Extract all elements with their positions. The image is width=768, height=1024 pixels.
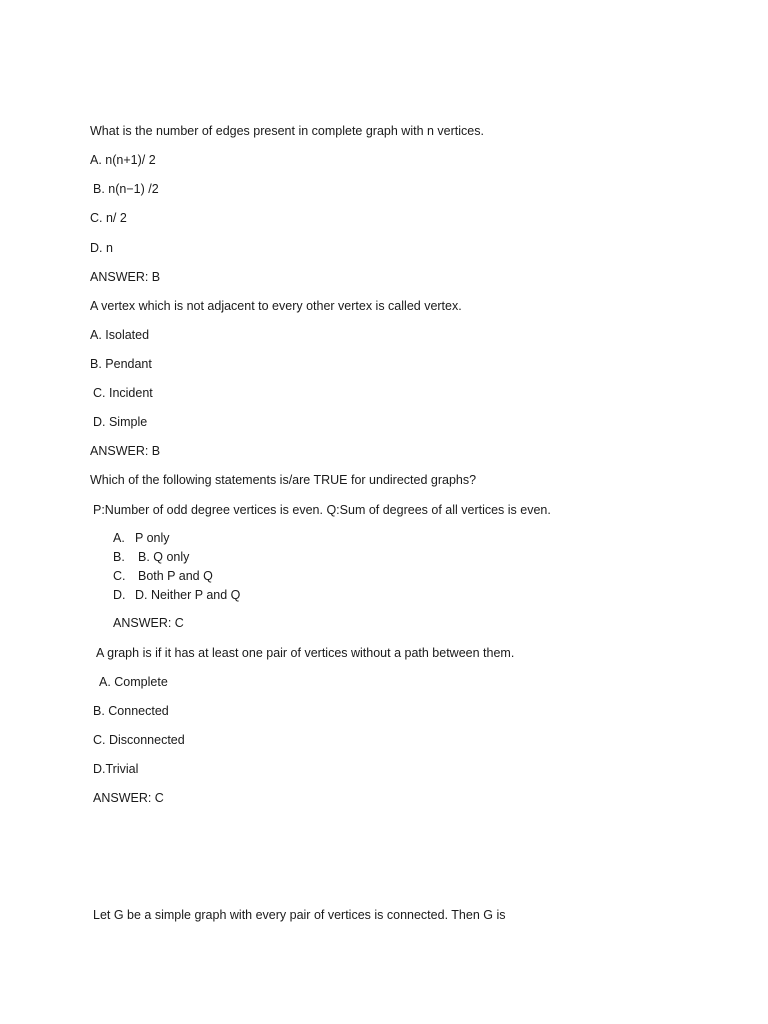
question-1-option-a: A. n(n+1)/ 2: [90, 153, 156, 167]
question-1-option-c: C. n/ 2: [90, 211, 127, 225]
question-2-option-a: A. Isolated: [90, 328, 150, 342]
question-4-option-b: B. Connected: [93, 704, 169, 718]
list-item-text: P only: [135, 531, 170, 545]
question-3-list-item: [113, 549, 189, 565]
list-marker: D.: [113, 588, 126, 602]
question-3-list-item: [113, 587, 240, 603]
question-3-answer: ANSWER: C: [113, 616, 184, 630]
list-item-text: B. Q only: [138, 550, 190, 564]
question-1-stem: What is the number of edges present in complete graph with n vertices.: [90, 124, 484, 138]
question-1-option-b: B. n(n−1) /2: [93, 182, 159, 196]
list-item-text: Both P and Q: [138, 569, 213, 583]
question-2-option-b: B. Pendant: [90, 357, 152, 371]
question-1-option-d: D. n: [90, 241, 113, 255]
question-2-option-c: C. Incident: [93, 386, 153, 400]
question-4-option-d: D.Trivial: [93, 762, 139, 776]
question-3-stem: Which of the following statements is/are TRUE for undirected graphs?: [90, 473, 477, 487]
list-marker: C.: [113, 569, 126, 583]
question-3-statement: P:Number of odd degree vertices is even. Q:Sum of degrees of all vertices is even.: [93, 503, 551, 517]
question-2-answer: ANSWER: B: [90, 444, 161, 458]
question-1-answer: ANSWER: B: [90, 270, 161, 284]
question-2-option-d: D. Simple: [93, 415, 148, 429]
list-marker: B.: [113, 550, 125, 564]
question-4-answer: ANSWER: C: [93, 791, 164, 805]
question-3-list-item: [113, 568, 213, 584]
list-marker: A.: [113, 531, 125, 545]
question-3-list-item: [113, 530, 170, 546]
question-4-option-c: C. Disconnected: [93, 733, 185, 747]
question-4-option-a: A. Complete: [99, 675, 168, 689]
question-2-stem: A vertex which is not adjacent to every other vertex is called vertex.: [90, 299, 462, 313]
question-5-stem: Let G be a simple graph with every pair of vertices is connected. Then G is: [93, 908, 506, 922]
question-4-stem: A graph is if it has at least one pair of vertices without a path between them.: [96, 646, 515, 660]
list-item-text: D. Neither P and Q: [135, 588, 241, 602]
